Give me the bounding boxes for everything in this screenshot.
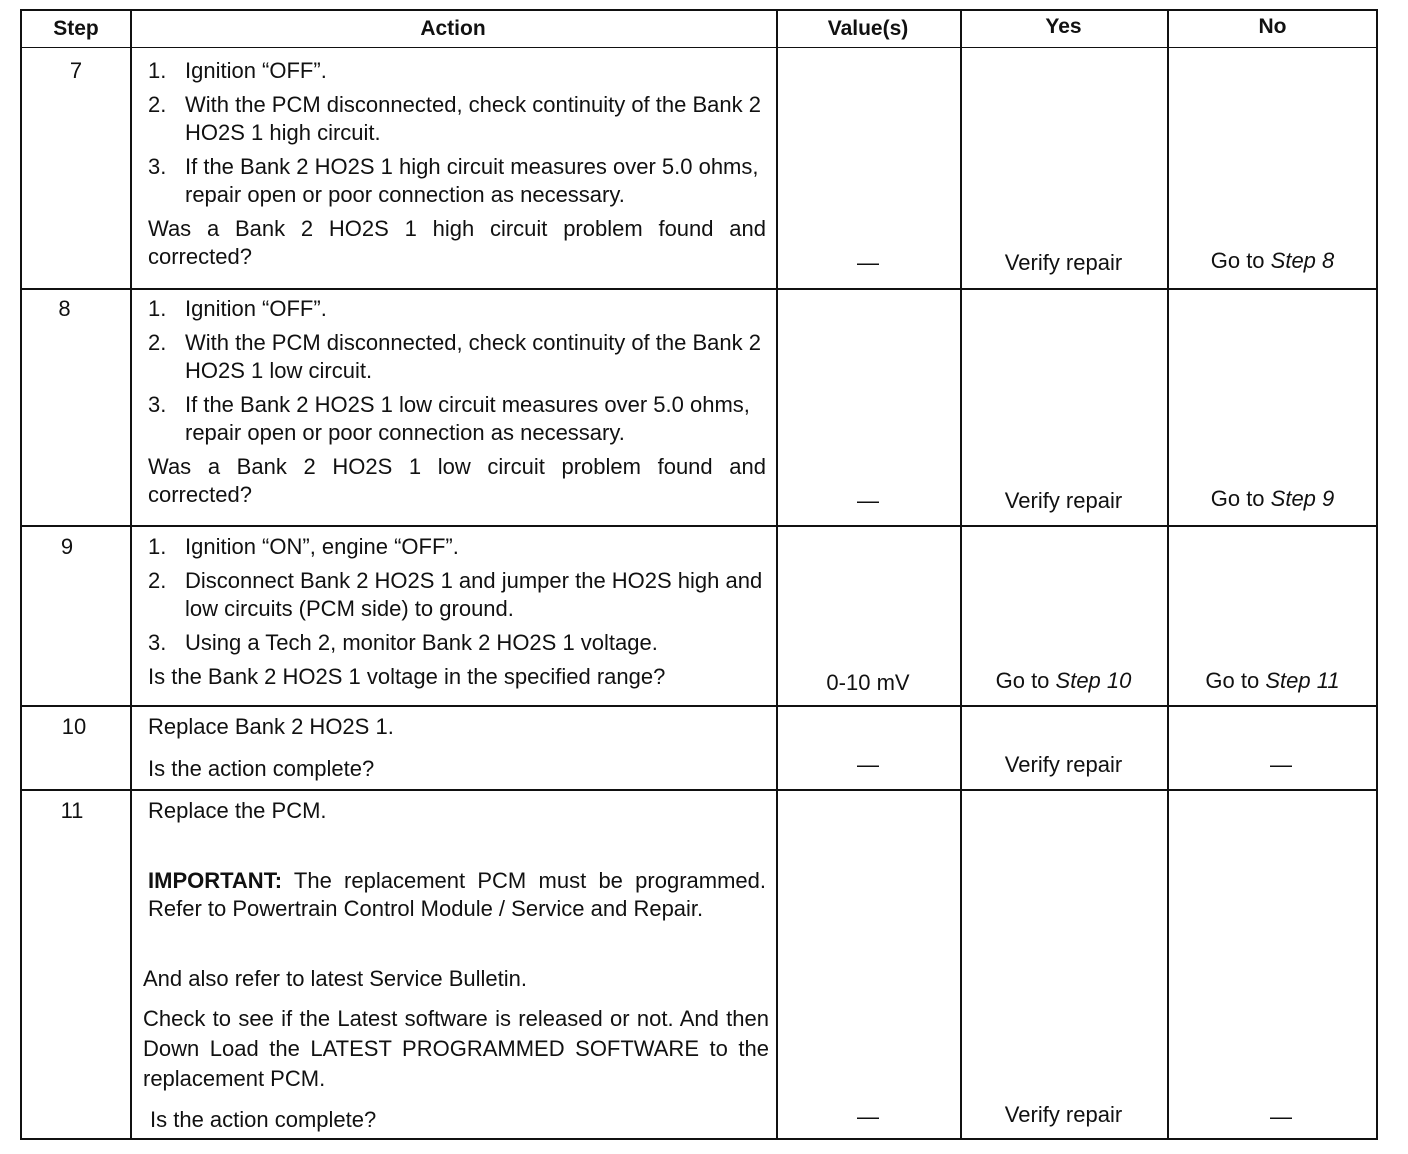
list-item — [148, 295, 766, 323]
step-number: 9 — [60, 534, 74, 559]
item-number: 2. — [148, 92, 167, 117]
yes-cell: Verify repair — [1004, 488, 1123, 513]
go-to-text: Go to — [995, 668, 1056, 693]
service-bulletin-note: And also refer to latest Service Bulletin. — [143, 966, 527, 991]
no-cell — [1167, 667, 1378, 695]
item-text: With the PCM disconnected, check continuity of the Bank 2 HO2S 1 low circuit. — [185, 330, 761, 383]
value-cell: 0-10 mV — [826, 670, 910, 695]
header-yes: Yes — [1045, 15, 1082, 38]
item-number: 1. — [148, 58, 167, 83]
item-text: With the PCM disconnected, check continuity of the Bank 2 HO2S 1 high circuit. — [185, 92, 761, 145]
header-values: Value(s) — [827, 17, 909, 40]
yes-cell: Verify repair — [1004, 1102, 1123, 1127]
step-reference: Step 10 — [1055, 668, 1132, 693]
item-text: Using a Tech 2, monitor Bank 2 HO2S 1 voltage. — [185, 630, 658, 655]
important-text: The replacement PCM must be programmed. Refer to Powertrain Control Module / Service and Repair. — [148, 868, 766, 921]
item-text: If the Bank 2 HO2S 1 high circuit measures over 5.0 ohms, repair open or poor connection as necessary. — [185, 154, 759, 207]
step-question: Was a Bank 2 HO2S 1 low circuit problem found and corrected? — [148, 454, 766, 507]
item-number: 2. — [148, 330, 167, 355]
item-text: Ignition “ON”, engine “OFF”. — [185, 534, 459, 559]
value-cell: — — [857, 488, 879, 513]
no-cell: — — [1270, 1104, 1292, 1129]
diagnostic-table — [20, 9, 1378, 1140]
list-item — [148, 329, 766, 385]
action-cell — [148, 57, 766, 271]
value-cell: — — [857, 752, 879, 777]
action-steps — [148, 533, 766, 657]
step-question: Is the action complete? — [148, 756, 375, 781]
item-text: Ignition “OFF”. — [185, 296, 327, 321]
action-text: Replace the PCM. — [148, 798, 327, 823]
yes-cell: Verify repair — [1004, 752, 1123, 777]
column-divider — [776, 11, 778, 1138]
item-text: If the Bank 2 HO2S 1 low circuit measures over 5.0 ohms, repair open or poor connection as necessary. — [185, 392, 750, 445]
no-cell — [1167, 485, 1378, 513]
item-text: Ignition “OFF”. — [185, 58, 327, 83]
column-divider — [130, 11, 132, 1138]
value-cell: — — [857, 250, 879, 275]
column-divider — [960, 11, 962, 1138]
yes-cell: Verify repair — [1004, 250, 1123, 275]
step-number: 10 — [61, 714, 87, 739]
action-text: Replace Bank 2 HO2S 1. — [148, 714, 394, 739]
step-number: 8 — [58, 296, 71, 321]
list-item — [148, 391, 766, 447]
action-steps — [148, 57, 766, 209]
step-reference: Step 8 — [1270, 248, 1335, 273]
list-item — [148, 91, 766, 147]
list-item — [148, 629, 766, 657]
step-number: 11 — [60, 798, 84, 823]
step-question: Is the Bank 2 HO2S 1 voltage in the specified range? — [148, 664, 666, 689]
important-note — [148, 867, 766, 923]
row-divider — [22, 789, 1376, 791]
header-action: Action — [420, 17, 486, 40]
go-to-text: Go to — [1210, 486, 1271, 511]
no-cell: — — [1270, 752, 1292, 777]
step-number: 7 — [69, 58, 83, 83]
important-label: IMPORTANT: — [148, 868, 283, 893]
item-number: 3. — [148, 154, 167, 179]
go-to-text: Go to — [1205, 668, 1266, 693]
item-number: 2. — [148, 568, 167, 593]
list-item — [148, 57, 766, 85]
row-divider — [22, 705, 1376, 707]
item-text: Disconnect Bank 2 HO2S 1 and jumper the HO2S high and low circuits (PCM side) to ground. — [185, 568, 763, 621]
step-reference: Step 9 — [1270, 486, 1335, 511]
item-number: 1. — [148, 296, 167, 321]
go-to-text: Go to — [1210, 248, 1271, 273]
column-divider — [1167, 11, 1169, 1138]
list-item — [148, 567, 766, 623]
item-number: 3. — [148, 392, 167, 417]
step-reference: Step 11 — [1265, 668, 1340, 693]
item-number: 3. — [148, 630, 167, 655]
step-question: Was a Bank 2 HO2S 1 high circuit problem found and corrected? — [148, 216, 766, 269]
row-divider — [22, 288, 1376, 290]
action-steps — [148, 295, 766, 447]
step-question: Is the action complete? — [150, 1107, 377, 1132]
no-cell — [1167, 247, 1378, 275]
action-cell — [148, 533, 766, 691]
yes-cell — [960, 667, 1167, 695]
row-divider — [22, 47, 1376, 48]
item-number: 1. — [148, 534, 167, 559]
action-cell — [148, 295, 766, 509]
header-no: No — [1258, 15, 1287, 38]
list-item — [148, 153, 766, 209]
header-step: Step — [53, 17, 99, 40]
row-divider — [22, 525, 1376, 527]
value-cell: — — [857, 1104, 879, 1129]
software-note: Check to see if the Latest software is released or not. And then Down Load the LATEST PROGRAMMED SOFTWARE to the replacement PCM. — [143, 1006, 769, 1091]
list-item — [148, 533, 766, 561]
